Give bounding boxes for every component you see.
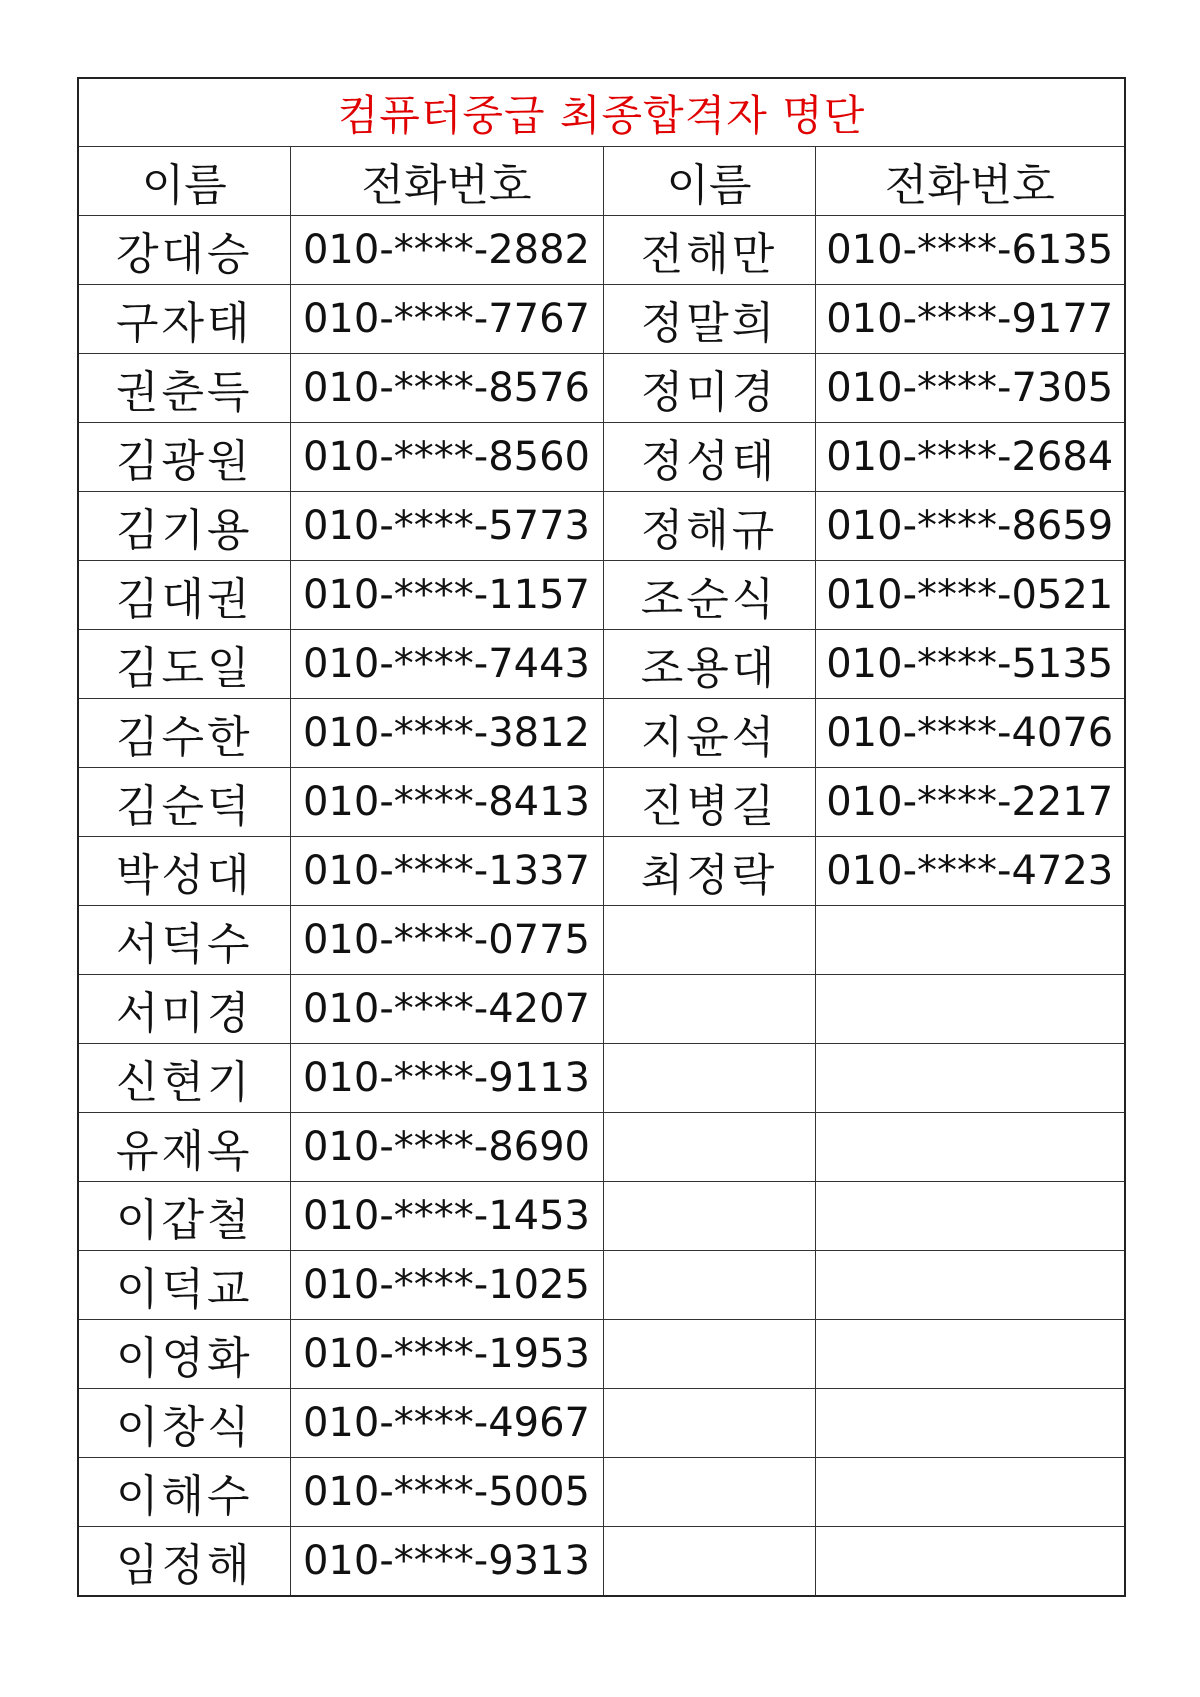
phone-cell: 010-****-1953 [290, 1320, 603, 1389]
name-cell: 정해규 [603, 492, 815, 561]
table-row [78, 354, 1125, 423]
empty-cell [603, 906, 815, 975]
phone-cell: 010-****-2217 [815, 768, 1125, 837]
name-cell: 김수한 [78, 699, 290, 768]
table-row [78, 1182, 1125, 1251]
empty-cell [815, 1320, 1125, 1389]
phone-cell: 010-****-7443 [290, 630, 603, 699]
phone-cell: 010-****-9177 [815, 285, 1125, 354]
column-header-phone: 전화번호 [290, 147, 603, 216]
table-row [78, 1527, 1125, 1597]
column-header-phone: 전화번호 [815, 147, 1125, 216]
name-cell: 서미경 [78, 975, 290, 1044]
table-row [78, 1044, 1125, 1113]
table-row [78, 768, 1125, 837]
table-row [78, 216, 1125, 285]
phone-cell: 010-****-8560 [290, 423, 603, 492]
name-cell: 강대승 [78, 216, 290, 285]
phone-cell: 010-****-5005 [290, 1458, 603, 1527]
empty-cell [603, 1113, 815, 1182]
phone-cell: 010-****-8413 [290, 768, 603, 837]
phone-cell: 010-****-8659 [815, 492, 1125, 561]
empty-cell [815, 1044, 1125, 1113]
empty-cell [603, 1044, 815, 1113]
table-row [78, 699, 1125, 768]
name-cell: 조순식 [603, 561, 815, 630]
empty-cell [603, 1182, 815, 1251]
empty-cell [815, 1458, 1125, 1527]
phone-cell: 010-****-4723 [815, 837, 1125, 906]
phone-cell: 010-****-8690 [290, 1113, 603, 1182]
table-row [78, 1320, 1125, 1389]
title-row [78, 78, 1125, 147]
empty-cell [603, 975, 815, 1044]
phone-cell: 010-****-7767 [290, 285, 603, 354]
phone-cell: 010-****-5135 [815, 630, 1125, 699]
name-cell: 정미경 [603, 354, 815, 423]
name-cell: 전해만 [603, 216, 815, 285]
phone-cell: 010-****-5773 [290, 492, 603, 561]
phone-cell: 010-****-2882 [290, 216, 603, 285]
table-row [78, 1251, 1125, 1320]
table-row [78, 975, 1125, 1044]
name-cell: 구자태 [78, 285, 290, 354]
name-cell: 김기용 [78, 492, 290, 561]
phone-cell: 010-****-9313 [290, 1527, 603, 1597]
name-cell: 조용대 [603, 630, 815, 699]
phone-cell: 010-****-3812 [290, 699, 603, 768]
phone-cell: 010-****-8576 [290, 354, 603, 423]
phone-cell: 010-****-4207 [290, 975, 603, 1044]
phone-cell: 010-****-7305 [815, 354, 1125, 423]
empty-cell [603, 1458, 815, 1527]
name-cell: 김순덕 [78, 768, 290, 837]
name-cell: 김대권 [78, 561, 290, 630]
name-cell: 최정락 [603, 837, 815, 906]
name-cell: 임정해 [78, 1527, 290, 1597]
header-row [78, 147, 1125, 216]
table-row [78, 561, 1125, 630]
empty-cell [815, 1251, 1125, 1320]
empty-cell [603, 1320, 815, 1389]
empty-cell [815, 975, 1125, 1044]
phone-cell: 010-****-9113 [290, 1044, 603, 1113]
table-row [78, 492, 1125, 561]
name-cell: 이덕교 [78, 1251, 290, 1320]
name-cell: 이창식 [78, 1389, 290, 1458]
name-cell: 유재옥 [78, 1113, 290, 1182]
table-row [78, 630, 1125, 699]
name-cell: 김도일 [78, 630, 290, 699]
empty-cell [815, 1182, 1125, 1251]
table-row [78, 1389, 1125, 1458]
table-row [78, 837, 1125, 906]
name-cell: 지윤석 [603, 699, 815, 768]
phone-cell: 010-****-4076 [815, 699, 1125, 768]
table-row [78, 1458, 1125, 1527]
name-cell: 박성대 [78, 837, 290, 906]
empty-cell [603, 1527, 815, 1597]
phone-cell: 010-****-4967 [290, 1389, 603, 1458]
phone-cell: 010-****-1025 [290, 1251, 603, 1320]
table-row [78, 1113, 1125, 1182]
name-cell: 이영화 [78, 1320, 290, 1389]
column-header-name: 이름 [603, 147, 815, 216]
phone-cell: 010-****-0775 [290, 906, 603, 975]
document-title: 컴퓨터중급 최종합격자 명단 [78, 78, 1125, 147]
empty-cell [815, 1389, 1125, 1458]
table-row [78, 423, 1125, 492]
name-cell: 이해수 [78, 1458, 290, 1527]
empty-cell [815, 1113, 1125, 1182]
name-cell: 정말희 [603, 285, 815, 354]
name-cell: 신현기 [78, 1044, 290, 1113]
table-body [78, 216, 1125, 1597]
empty-cell [603, 1389, 815, 1458]
empty-cell [815, 1527, 1125, 1597]
phone-cell: 010-****-0521 [815, 561, 1125, 630]
name-cell: 권춘득 [78, 354, 290, 423]
phone-cell: 010-****-2684 [815, 423, 1125, 492]
empty-cell [603, 1251, 815, 1320]
empty-cell [815, 906, 1125, 975]
name-cell: 이갑철 [78, 1182, 290, 1251]
name-cell: 김광원 [78, 423, 290, 492]
table-row [78, 906, 1125, 975]
table-row [78, 285, 1125, 354]
phone-cell: 010-****-1337 [290, 837, 603, 906]
name-cell: 서덕수 [78, 906, 290, 975]
column-header-name: 이름 [78, 147, 290, 216]
phone-cell: 010-****-1157 [290, 561, 603, 630]
name-cell: 진병길 [603, 768, 815, 837]
roster-table [77, 77, 1126, 1597]
phone-cell: 010-****-6135 [815, 216, 1125, 285]
name-cell: 정성태 [603, 423, 815, 492]
phone-cell: 010-****-1453 [290, 1182, 603, 1251]
